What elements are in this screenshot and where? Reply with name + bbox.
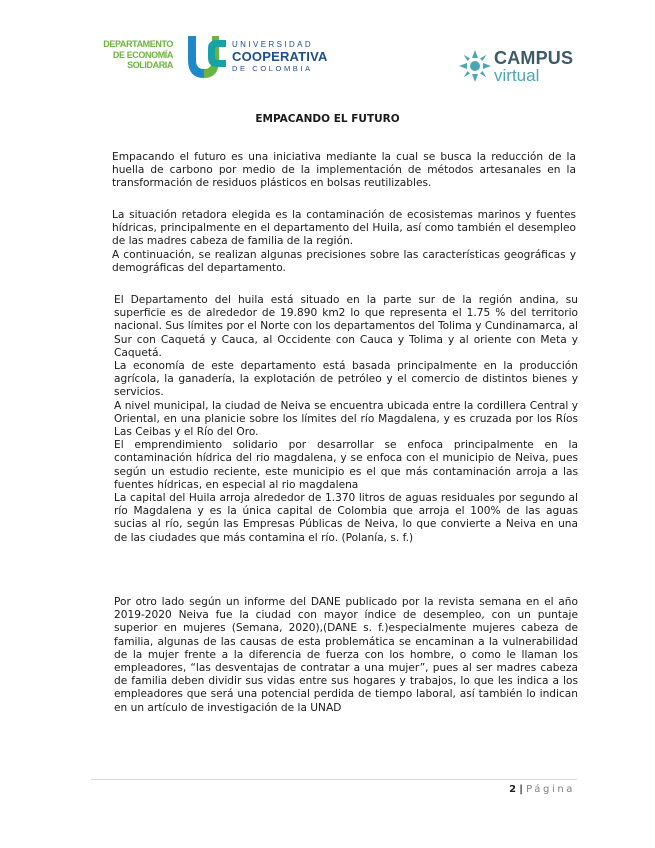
page-header: [0, 30, 655, 90]
details-paragraph: El Departamento del huila está situado en la parte sur de la región andina, su superficie es de alrededor de 19.890 km2 lo que representa el 1.75 % del territorio nacional. Sus límites por el Norte con los departamentos del Tolima y Cundinamarca, al Sur con Caquetá y Cauca, al Occidente con Cauca y Tolima y al oriente con Meta y Caquetá.: [114, 294, 578, 359]
campus-virtual-logo: [494, 49, 573, 84]
department-line: DE ECONOMÍA: [112, 49, 173, 60]
dane-section: [114, 596, 578, 715]
campus-subtitle: virtual: [494, 66, 540, 85]
page-footer: [509, 784, 575, 795]
university-bottom: DE COLOMBIA: [232, 64, 313, 73]
dane-paragraph: Por otro lado según un informe del DANE publicado por la revista semana en el año 2019-2020 Neiva fue la ciudad con mayor índice de desempleo, con un puntaje superior en mujeres (Semana, 2020),(DANE s. f.)especialmente mujeres cabeza de familia, algunas de las causas de esta problemática se encaminan a la vulnerabilidad de la mujer frente a la diferencia de fuerza con los hombre, o como le llaman los empleadores, “las desventajas de contratar a una mujer”, pues al ser madres cabeza de familia deben dividir sus vidas entre sus hogares y trabajos, lo que les indica a los empleadores que será una potencial perdida de tiempo laboral, así también lo indican en un artículo de investigación de la UNAD: [114, 596, 578, 714]
campus-virtual-icon: [458, 49, 492, 83]
department-line: DEPARTAMENTO: [103, 39, 173, 49]
details-paragraph: La economía de este departamento está basada principalmente en la producción agrícola, la ganadería, la explotación de petróleo y el comercio de distintos bienes y servicios.: [114, 360, 578, 399]
intro-section: [112, 151, 576, 191]
department-logo: [93, 39, 173, 71]
university-mid: COOPERATIVA: [232, 49, 328, 64]
situation-section: [112, 209, 576, 275]
intro-paragraph: Empacando el futuro es una iniciativa mediante la cual se busca la reducción de la huella de carbono por medio de la implementación de métodos artesanales en la transformación de residuos plásticos en bolsas reutilizables.: [112, 151, 576, 190]
page-number: 2: [509, 784, 517, 795]
details-paragraph: A nivel municipal, la ciudad de Neiva se encuentra ubicada entre la cordillera Central y Oriental, en una planicie sobre los límites del río Magdalena, y es cruzada por los Ríos Las Ceibas y el Río del Oro.: [114, 399, 578, 439]
footer-divider: [91, 779, 577, 780]
page-separator: |: [519, 784, 523, 795]
situation-paragraph: A continuación, se realizan algunas precisiones sobre las características geográficas y demográficas del departamento.: [112, 248, 576, 274]
document-title: EMPACANDO EL FUTURO: [255, 113, 400, 125]
university-name: [232, 40, 328, 74]
department-line: SOLIDARIA: [127, 60, 173, 70]
details-paragraph: El emprendimiento solidario por desarrollar se enfoca principalmente en la contaminación hídrica del rio magdalena, y se enfoca con el municipio de Neiva, pues según un estudio reciente, este municipio es el que más contaminación arroja a las fuentes hídricas, en especial al rio magdalena: [114, 439, 578, 491]
situation-paragraph: La situación retadora elegida es la contaminación de ecosistemas marinos y fuentes hídricas, principalmente en el departamento del Huila, así como también el desempleo de las madres cabeza de familia de la región.: [112, 209, 576, 248]
university-top: UNIVERSIDAD: [232, 40, 314, 49]
details-paragraph: La capital del Huila arroja alrededor de 1.370 litros de aguas residuales por segundo al río Magdalena y es la única capital de Colombia que arroja el 100% de las aguas sucias al río, según las Empresas Públicas de Neiva, lo que convierte a Neiva en una de las ciudades que más contamina el río. (Polanía, s. f.): [114, 492, 578, 544]
campus-title: CAMPUS: [494, 48, 574, 68]
uc-logo-icon: [186, 34, 228, 80]
details-section: [114, 294, 578, 545]
page-label: Página: [526, 784, 575, 795]
